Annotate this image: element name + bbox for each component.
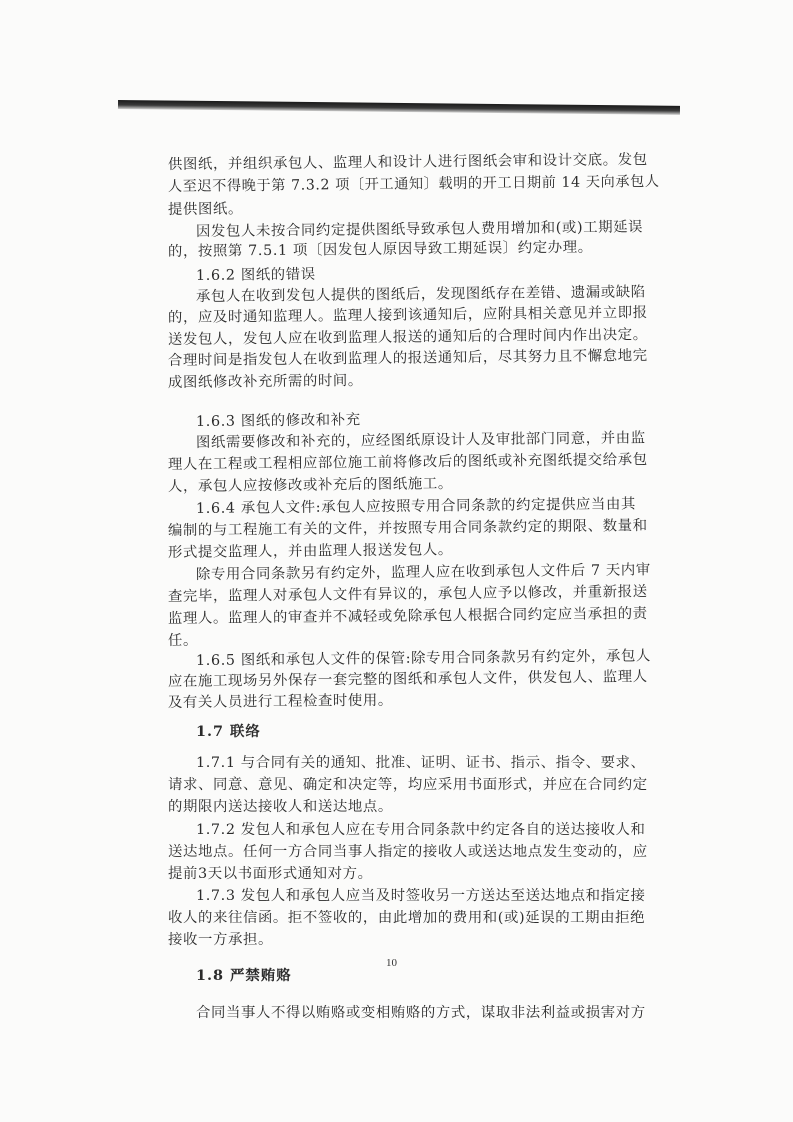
text-line: 1.7.2 发包人和承包人应在专用合同条款中约定各自的送达接收人和 [196,822,646,838]
text-line: 形式提交监理人，并由监理人报送发包人。 [167,542,453,561]
text-line: 送发包人，发包人应在收到监理人报送的通知后的合理时间内作出决定。 [167,326,648,348]
text-line: 查完毕，监理人对承包人文件有异议的，承包人应予以修改，并重新报送 [167,583,648,605]
text-line: 成图纸修改补充所需的时间。 [167,372,363,391]
text-line: 监理人。监理人的审查并不减轻或免除承包人根据合同约定应当承担的责 [167,605,648,627]
text-line: 因发包人未按合同约定提供图纸导致承包人费用增加和(或)工期延误 [195,219,644,240]
text-line: 提前3天以书面形式通知对方。 [168,866,373,882]
text-line: 理人在工程或工程相应部位施工前将修改后的图纸或补充图纸提交给承包 [167,451,648,473]
text-line: 1.8 严禁贿赂 [196,967,292,984]
text-line: 1.7.3 发包人和承包人应当及时签收另一方送达至送达地点和指定接 [196,888,646,904]
text-line: 1.6.5 图纸和承包人文件的保管:除专用合同条款另有约定外，承包人 [195,648,652,669]
text-line: 及有关人员进行工程检查时使用。 [167,692,393,711]
text-line: 1.6.3 图纸的修改和补充 [195,412,361,430]
section-paragraph-1-7-3: 收人的来往信函。拒不签收的，由此增加的费用和(或)延误的工期由拒绝 [168,910,646,926]
text-line: 供图纸，并组织承包人、监理人和设计人进行图纸会审和设计交底。发包 [167,151,648,173]
text-line: 人，承包人应按修改或补充后的图纸施工。 [167,476,453,495]
section-paragraph-1-7-1: 请求、同意、意见、确定和决定等，均应采用书面形式，并应在合同约定 [168,777,648,793]
text-line: 提供图纸。 [167,201,244,218]
text-line: 任。 [167,632,199,649]
text-line: 合理时间是指发包人在收到监理人的报送通知后，尽其努力且不懈怠地完 [167,347,648,369]
text-line: 1.6.4 承包人文件:承包人应按照专用合同条款的约定提供应当由其 [195,496,637,517]
section-heading-1-6-2: 承包人在收到发包人提供的图纸后，发现图纸存在差错、遗漏或缺陷 [195,284,646,305]
text-line: 的，按照第 7.5.1 项〔因发包人原因导致工期延误〕约定办理。 [167,239,593,260]
section-heading-1-8: 合同当事人不得以贿赂或变相贿赂的方式，谋取非法利益或损害对方 [196,1005,646,1021]
section-paragraph-1-6-4: 编制的与工程施工有关的文件，并按照专用合同条款约定的期限、数量和 [167,517,648,539]
section-heading-1-7: 1.7.1 与合同有关的通知、批准、证明、证书、指示、指令、要求、 [196,755,646,771]
section-heading-1-6-3: 图纸需要修改和补充的，应经图纸原设计人及审批部门同意，并由监 [195,430,646,451]
text-line: 的期限内送达接收人和送达地点。 [168,799,393,815]
page-number: 10 [386,957,397,969]
section-paragraph-1-6-5: 应在施工现场另外保存一套完整的图纸和承包人文件，供发包人、监理人 [167,668,648,690]
text-line: 1.7 联络 [196,723,261,740]
text-line: 人至迟不得晚于第 7.3.2 项〔开工通知〕载明的开工日期前 14 天向承包人 [167,173,660,195]
text-line: 接收一方承担。 [168,932,273,948]
text-line: 的，应及时通知监理人。监理人接到该通知后，应附具相关意见并立即报 [167,304,648,326]
text-line: 1.6.2 图纸的错误 [195,266,316,284]
section-paragraph-1-7-2: 送达地点。任何一方合同当事人指定的接收人或送达地点发生变动的，应 [168,844,648,860]
text-line: 除专用合同条款另有约定外，监理人应在收到承包人文件后 7 天内审 [195,562,651,583]
